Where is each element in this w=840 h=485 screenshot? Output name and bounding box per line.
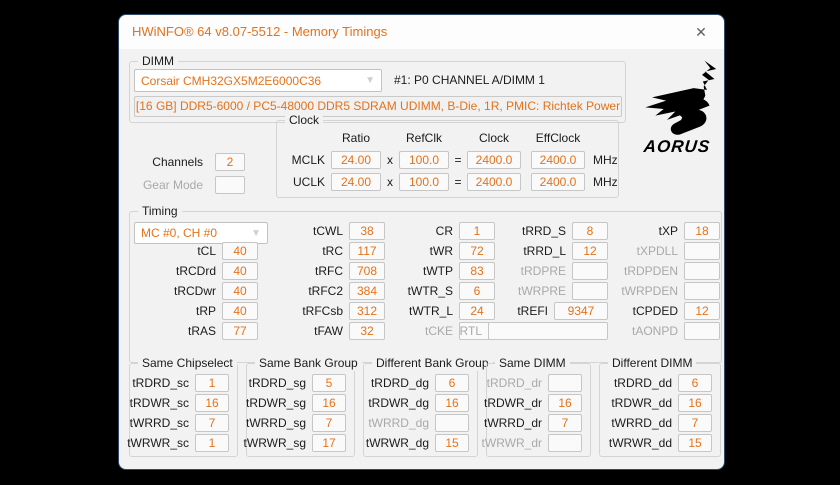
tWTR_S-value: 6 [459, 282, 495, 300]
clock-group-label: Clock [285, 113, 323, 128]
close-icon[interactable]: ✕ [695, 24, 707, 40]
tRDWR_dd-label: tRDWR_dd [611, 396, 672, 410]
tRCDrd-label: tRCDrd [175, 264, 216, 278]
RTL-value [488, 322, 608, 340]
chevron-down-icon: ▼ [251, 227, 261, 239]
multiply-symbol: x [387, 175, 393, 189]
mclk-row [281, 151, 618, 169]
timing-group-label: Timing [138, 204, 182, 219]
tRDWR_sc-label: tRDWR_sc [129, 396, 189, 410]
tWRRD_dd-value: 7 [678, 414, 712, 432]
tRDPDEN-label: tRDPDEN [623, 264, 678, 278]
window-title: HWiNFO® 64 v8.07-5512 - Memory Timings [132, 24, 388, 39]
chevron-down-icon: ▼ [365, 75, 375, 86]
tRDRD_sc-label: tRDRD_sc [132, 376, 189, 390]
tRRD_S-label: tRRD_S [521, 224, 566, 238]
tWTP-label: tWTP [423, 264, 453, 278]
same-bank-group-label: Same Bank Group [255, 356, 362, 371]
tRCDrd-value: 40 [222, 262, 258, 280]
tWRWR_sg-label: tWRWR_sg [243, 436, 306, 450]
tWRRD_sc-label: tWRRD_sc [129, 416, 189, 430]
timing-column-1 [134, 242, 258, 342]
same-chipselect-group-label: Same Chipselect [138, 356, 237, 371]
dimm-slot-label: #1: P0 CHANNEL A/DIMM 1 [394, 73, 545, 87]
tWRRD_dg-label: tWRRD_dg [368, 416, 429, 430]
clock-header-effclock: EffClock [535, 131, 581, 145]
timing-column-2 [260, 222, 385, 342]
gear-mode-value [215, 176, 245, 194]
channels-label: Channels [152, 155, 203, 169]
dimm-select[interactable] [134, 69, 382, 92]
equals-symbol: = [454, 175, 462, 189]
tRC-value: 117 [349, 242, 385, 260]
tCL-label: tCL [197, 244, 216, 258]
tCL-value: 40 [222, 242, 258, 260]
tRCDwr-label: tRCDwr [174, 284, 216, 298]
CR-label: CR [435, 224, 453, 238]
channels-value: 2 [215, 153, 245, 171]
tRDWR_sc-value: 16 [195, 394, 229, 412]
timing-group [129, 204, 722, 363]
mclk-effclock-value: 2400.0 [531, 151, 585, 169]
mclk-refclk-value: 100.0 [399, 151, 449, 169]
same-chipselect-group [127, 356, 238, 457]
tWRRD_sg-value: 7 [312, 414, 346, 432]
different-bank-group-label: Different Bank Group [372, 356, 493, 371]
tWTR_L-value: 24 [459, 302, 495, 320]
tWRWR_dr-value [548, 434, 582, 452]
tWRWR_dd-label: tWRWR_dd [608, 436, 672, 450]
tRFC-value: 708 [349, 262, 385, 280]
tRDRD_sg-label: tRDRD_sg [248, 376, 306, 390]
same-bank-group-group [243, 356, 358, 457]
timing-column-4 [460, 222, 608, 342]
uclk-unit: MHz [593, 175, 618, 189]
tWTR_L-label: tWTR_L [408, 304, 453, 318]
dimm-info-box: [16 GB] DDR5-6000 / PC5-48000 DDR5 SDRAM UDIMM, B-Die, 1R, PMIC: Richtek Power [134, 96, 622, 117]
clock-header-row [281, 129, 618, 147]
tWRWR_dg-label: tWRWR_dg [365, 436, 429, 450]
tRDPDEN-value [684, 262, 720, 280]
aorus-logo [627, 59, 725, 165]
tRAS-value: 77 [222, 322, 258, 340]
tRP-value: 40 [222, 302, 258, 320]
tRCDwr-value: 40 [222, 282, 258, 300]
tRFC-label: tRFC [315, 264, 343, 278]
tWRRD_dr-label: tWRRD_dr [483, 416, 542, 430]
tWR-value: 72 [459, 242, 495, 260]
tCWL-value: 38 [349, 222, 385, 240]
tCPDED-value: 12 [684, 302, 720, 320]
tRDRD_dd-label: tRDRD_dd [613, 376, 672, 390]
tXP-label: tXP [658, 224, 678, 238]
tRP-label: tRP [195, 304, 216, 318]
tFAW-label: tFAW [314, 324, 343, 338]
tRFCsb-label: tRFCsb [302, 304, 343, 318]
tAONPD-value [684, 322, 720, 340]
mclk-clock-value: 2400.0 [467, 151, 521, 169]
clock-header-ratio: Ratio [341, 131, 370, 145]
tRDWR_sg-label: tRDWR_sg [245, 396, 306, 410]
tWR-label: tWR [429, 244, 453, 258]
tWTP-value: 83 [459, 262, 495, 280]
tWRWR_sc-value: 1 [195, 434, 229, 452]
uclk-effclock-value: 2400.0 [531, 173, 585, 191]
tRDPRE-label: tRDPRE [520, 264, 566, 278]
tWRWR_dg-value: 15 [435, 434, 469, 452]
clock-header-clock: Clock [478, 131, 509, 145]
tRDWR_dd-value: 16 [678, 394, 712, 412]
tWRRD_dr-value: 7 [548, 414, 582, 432]
tWRWR_dr-label: tWRWR_dr [481, 436, 542, 450]
hwinfo-memory-timings-window [118, 14, 725, 470]
timing-column-5 [600, 222, 720, 342]
tRDRD_dg-label: tRDRD_dg [370, 376, 429, 390]
tWRPDEN-label: tWRPDEN [621, 284, 678, 298]
tWRWR_sc-label: tWRWR_sc [127, 436, 189, 450]
uclk-label: UCLK [292, 175, 325, 189]
tRAS-label: tRAS [187, 324, 216, 338]
memory-controller-select-value: MC #0, CH #0 [141, 226, 218, 240]
tRDRD_sg-value: 5 [312, 374, 346, 392]
aorus-wordmark: AORUS [642, 137, 712, 156]
different-dimm-group [599, 356, 721, 457]
dimm-group-label: DIMM [138, 54, 178, 69]
different-bank-group-group [363, 356, 489, 457]
uclk-row [281, 173, 618, 191]
CR-value: 1 [459, 222, 495, 240]
tREFI-label: tREFI [517, 304, 548, 318]
tREFI-value: 9347 [554, 302, 608, 320]
multiply-symbol: x [387, 153, 393, 167]
tWRRD_dg-value [435, 414, 469, 432]
tWTR_S-label: tWTR_S [407, 284, 453, 298]
tRDWR_dg-label: tRDWR_dg [368, 396, 429, 410]
tRDWR_dr-value: 16 [548, 394, 582, 412]
tRDRD_dr-value [548, 374, 582, 392]
clock-group [276, 113, 619, 198]
tRDRD_dr-label: tRDRD_dr [486, 376, 542, 390]
tRFCsb-value: 312 [349, 302, 385, 320]
tRDRD_sc-value: 1 [195, 374, 229, 392]
tRRD_L-label: tRRD_L [523, 244, 566, 258]
same-dimm-group [481, 356, 591, 457]
tWRRD_sg-label: tWRRD_sg [245, 416, 306, 430]
tRRD_S-value: 8 [572, 222, 608, 240]
uclk-ratio-value: 24.00 [331, 173, 381, 191]
same-dimm-group-label: Same DIMM [495, 356, 570, 371]
tCKE-label: tCKE [424, 324, 453, 338]
uclk-refclk-value: 100.0 [399, 173, 449, 191]
uclk-clock-value: 2400.0 [467, 173, 521, 191]
tWRWR_sg-value: 17 [312, 434, 346, 452]
memory-controller-select[interactable] [134, 222, 268, 244]
dimm-select-value: Corsair CMH32GX5M2E6000C36 [141, 73, 322, 88]
clock-header-refclk: RefClk [405, 131, 442, 145]
equals-symbol: = [454, 153, 462, 167]
tWRWR_dd-value: 15 [678, 434, 712, 452]
mclk-unit: MHz [593, 153, 618, 167]
tRDWR_dg-value: 16 [435, 394, 469, 412]
tCWL-label: tCWL [313, 224, 343, 238]
tCPDED-label: tCPDED [632, 304, 678, 318]
mclk-ratio-value: 24.00 [331, 151, 381, 169]
title-bar[interactable] [119, 15, 724, 49]
tXPDLL-value [684, 242, 720, 260]
tWRRD_dd-label: tWRRD_dd [611, 416, 672, 430]
tRFC2-value: 384 [349, 282, 385, 300]
tRRD_L-value: 12 [572, 242, 608, 260]
tRDWR_dr-label: tRDWR_dr [483, 396, 542, 410]
gear-mode-label: Gear Mode [142, 178, 203, 192]
tRC-label: tRC [322, 244, 343, 258]
tWRPRE-label: tWRPRE [518, 284, 566, 298]
RTL-label: RTL [459, 324, 482, 338]
different-dimm-group-label: Different DIMM [608, 356, 696, 371]
tXP-value: 18 [684, 222, 720, 240]
tWRPDEN-value [684, 282, 720, 300]
tRDRD_dg-value: 6 [435, 374, 469, 392]
aorus-eagle-icon [635, 59, 719, 139]
tWRRD_sc-value: 7 [195, 414, 229, 432]
tAONPD-label: tAONPD [631, 324, 678, 338]
tRDWR_sg-value: 16 [312, 394, 346, 412]
tRFC2-label: tRFC2 [308, 284, 343, 298]
tFAW-value: 32 [349, 322, 385, 340]
tXPDLL-label: tXPDLL [636, 244, 678, 258]
dimm-group [129, 54, 626, 123]
tRDRD_dd-value: 6 [678, 374, 712, 392]
mclk-label: MCLK [291, 153, 325, 167]
